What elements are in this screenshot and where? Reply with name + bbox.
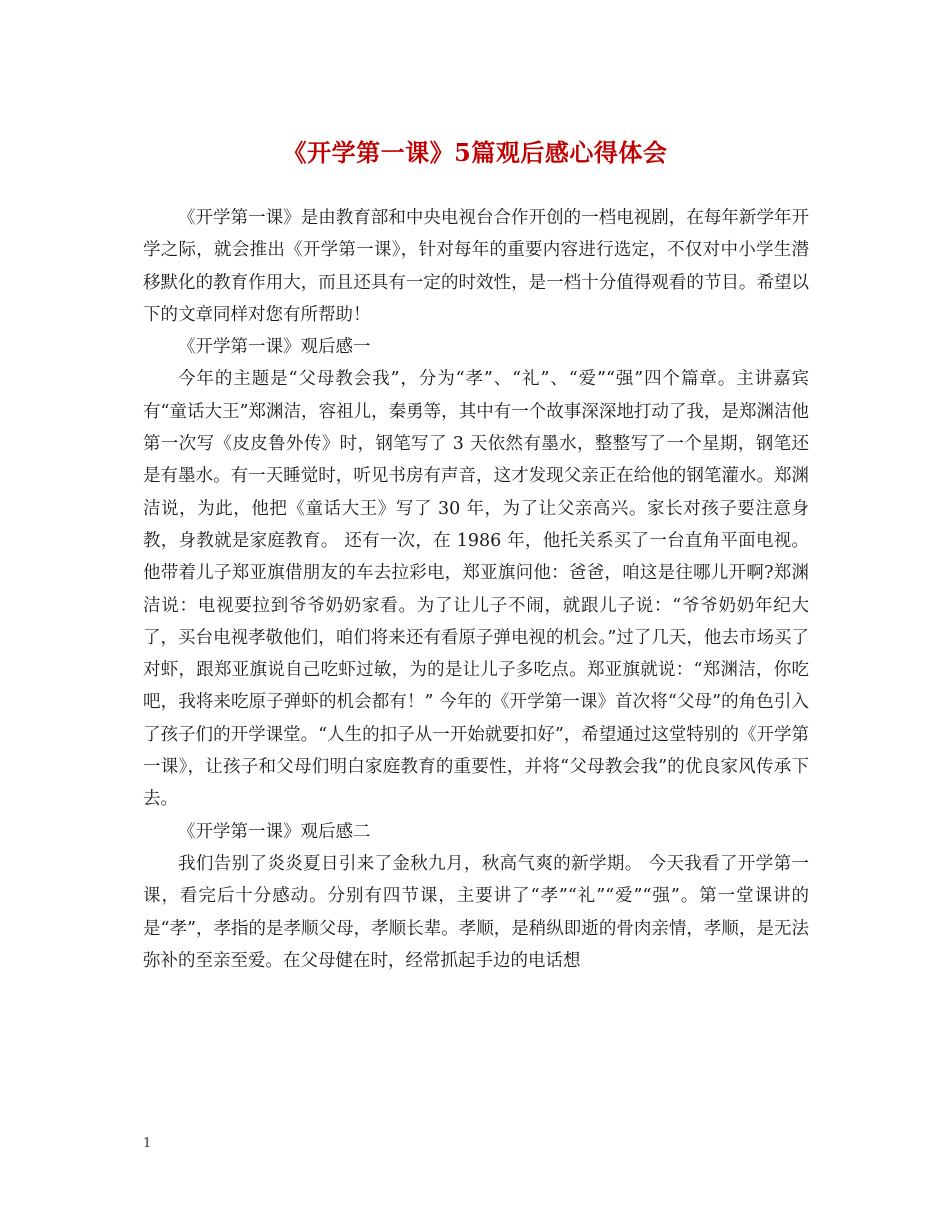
intro-paragraph: 《开学第一课》是由教育部和中央电视台合作开创的一档电视剧，在每年新学年开学之际，就会推出《开学第一课》，针对每年的重要内容进行选定，不仅对中小学生潜移默化的教育作用大，而且还具有一定的时效性，是一档十分值得观看的节目。希望以下的文章同样对您有所帮助！ <box>143 208 809 325</box>
document-body <box>143 202 809 977</box>
section-one-paragraph: 今年的主题是“父母教会我”，分为“孝”、“礼”、“爱”“强”四个篇章。主讲嘉宾有“童话大王”郑渊洁，容祖儿，秦勇等，其中有一个故事深深地打动了我，是郑渊洁他第一次写《皮皮鲁外传》时，钢笔写了 3 天依然有墨水，整整写了一个星期，钢笔还是有墨水。有一天睡觉时，听见书房有声音，这才发现父亲正在给他的钢笔灌水。郑渊洁说，为此，他把《童话大王》写了 30 年，为了让父亲高兴。家长对孩子要注意身教，身教就是家庭教育。 还有一次，在 1986 年，他托关系买了一台直角平面电视。他带着儿子郑亚旗借朋友的车去拉彩电，郑亚旗问他：爸爸，咱这是往哪儿开啊?郑渊洁说：电视要拉到爷爷奶奶家看。为了让儿子不闹，就跟儿子说：“爷爷奶奶年纪大了，买台电视孝敬他们，咱们将来还有看原子弹电视的机会。”过了几天，他去市场买了对虾，跟郑亚旗说自己吃虾过敏，为的是让儿子多吃点。郑亚旗就说：“郑渊洁，你吃吧，我将来吃原子弹虾的机会都有！” 今年的《开学第一课》首次将“父母”的角色引入了孩子们的开学课堂。“人生的扣子从一开始就要扣好”，希望通过这堂特别的《开学第一课》，让孩子和父母们明白家庭教育的重要性，并将“父母教会我”的优良家风传承下去。 <box>143 369 809 810</box>
document-title: 《开学第一课》5篇观后感心得体会 <box>282 138 668 167</box>
page-number: 1 <box>143 1136 152 1151</box>
section-two-paragraph: 我们告别了炎炎夏日引来了金秋九月，秋高气爽的新学期。 今天我看了开学第一课，看完后十分感动。分别有四节课，主要讲了“孝”“礼”“爱”“强”。第一堂课讲的是“孝”，孝指的是孝顺父母，孝顺长辈。孝顺，是稍纵即逝的骨肉亲情，孝顺，是无法弥补的至亲至爱。在父母健在时，经常抓起手边的电话想 <box>143 853 809 971</box>
section-heading-one: 《开学第一课》观后感一 <box>178 337 371 358</box>
section-heading-two: 《开学第一课》观后感二 <box>178 821 371 842</box>
